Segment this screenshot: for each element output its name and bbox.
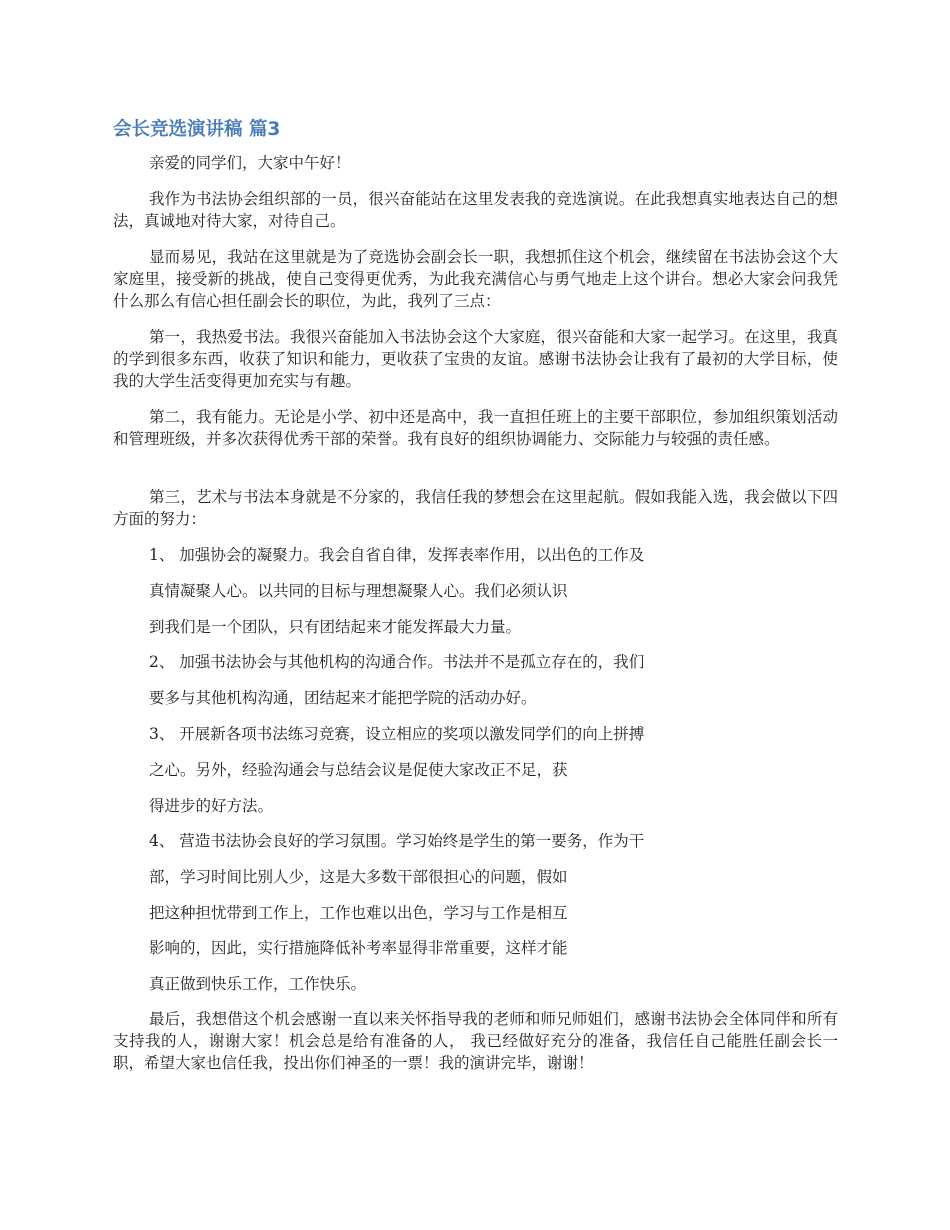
item-1-line-3: 到我们是一个团队，只有团结起来才能发挥最大力量。 [149,618,522,636]
closing-paragraph: 最后，我想借这个机会感谢一直以来关怀指导我的老师和师兄师姐们，感谢书法协会全体同伴和所有支持我的人，谢谢大家！机会总是给有准备的人， 我已经做好充分的准备，我信任自己能胜任副会长一职，希望大家也信任我，投出你们神圣的一票！我的演讲完毕，谢谢！ [113,1010,838,1072]
document-title: 会长竞选演讲稿 篇3 [113,119,281,140]
item-1-line-2: 真情凝聚人心。以共同的目标与理想凝聚人心。我们必须认识 [149,582,568,600]
item-4-line-1: 4、 营造书法协会良好的学习氛围。学习始终是学生的第一要务，作为干 [149,832,645,850]
item-1-line-1: 1、 加强协会的凝聚力。我会自省自律，发挥表率作用，以出色的工作及 [149,546,645,564]
intro-paragraph: 我作为书法协会组织部的一员，很兴奋能站在这里发表我的竞选演说。在此我想真实地表达自己的想法，真诚地对待大家，对待自己。 [113,190,838,230]
greeting-paragraph: 亲爱的同学们，大家中午好！ [149,154,351,172]
point-one-paragraph: 第一，我热爱书法。我很兴奋能加入书法协会这个大家庭，很兴奋能和大家一起学习。在这里，我真的学到很多东西，收获了知识和能力，更收获了宝贵的友谊。感谢书法协会让我有了最初的大学目标，使我的大学生活变得更加充实与有趣。 [113,328,838,390]
item-4-line-4: 影响的，因此，实行措施降低补考率显得非常重要，这样才能 [149,939,568,957]
point-three-paragraph: 第三，艺术与书法本身就是不分家的，我信任我的梦想会在这里起航。假如我能入选，我会做以下四方面的努力： [113,488,838,528]
item-4-line-3: 把这种担忧带到工作上，工作也难以出色，学习与工作是相互 [149,904,568,922]
item-2-line-2: 要多与其他机构沟通，团结起来才能把学院的活动办好。 [149,689,537,707]
purpose-paragraph: 显而易见，我站在这里就是为了竞选协会副会长一职，我想抓住这个机会，继续留在书法协会这个大家庭里，接受新的挑战，使自己变得更优秀，为此我充满信心与勇气地走上这个讲台。想必大家会问我凭什么那么有信心担任副会长的职位，为此，我列了三点： [113,248,838,310]
item-4-line-2: 部，学习时间比别人少，这是大多数干部很担心的问题，假如 [149,868,568,886]
item-3-line-1: 3、 开展新各项书法练习竞赛，设立相应的奖项以激发同学们的向上拼搏 [149,725,645,743]
item-3-line-2: 之心。另外，经验沟通会与总结会议是促使大家改正不足，获 [149,761,568,779]
item-4-line-5: 真正做到快乐工作，工作快乐。 [149,975,367,993]
item-3-line-3: 得进步的好方法。 [149,797,274,815]
item-2-line-1: 2、 加强书法协会与其他机构的沟通合作。书法并不是孤立存在的，我们 [149,653,645,671]
point-two-paragraph: 第二，我有能力。无论是小学、初中还是高中，我一直担任班上的主要干部职位，参加组织策划活动和管理班级，并多次获得优秀干部的荣誉。我有良好的组织协调能力、交际能力与较强的责任感。 [113,408,838,448]
